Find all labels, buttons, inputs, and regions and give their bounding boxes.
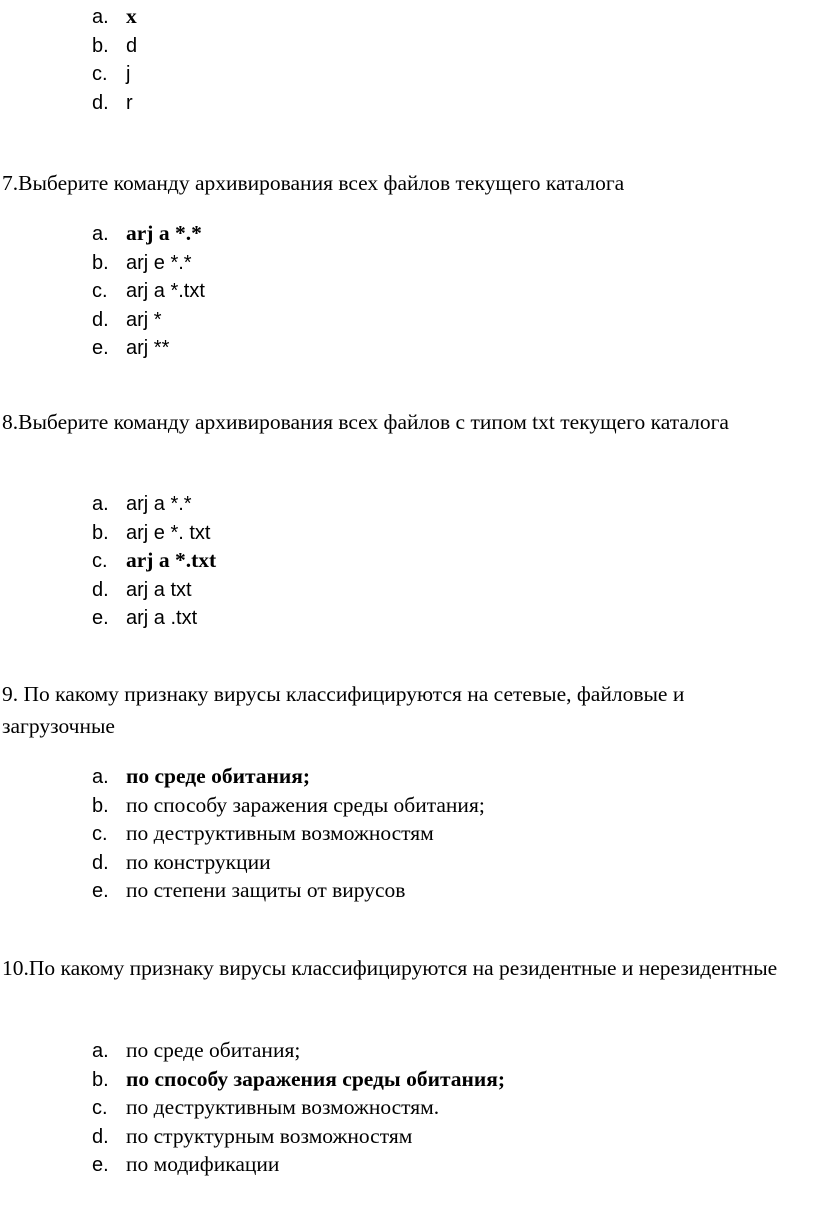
option-letter: a. xyxy=(92,6,109,28)
q9-options xyxy=(92,762,485,905)
q10-option-c xyxy=(92,1093,505,1122)
option-letter: d. xyxy=(92,1125,109,1148)
q9-option-a xyxy=(92,762,485,791)
q10-options xyxy=(92,1036,505,1179)
option-letter: a. xyxy=(92,223,109,245)
option-letter: b. xyxy=(92,1068,109,1091)
q7-option-e xyxy=(92,333,205,362)
option-text: arj ** xyxy=(126,337,170,359)
option-text: по структурным возможностям xyxy=(126,1123,413,1148)
option-text: arj e *. txt xyxy=(126,521,211,544)
option-letter: e. xyxy=(92,337,109,359)
q7-option-b xyxy=(92,248,205,277)
option-letter: c. xyxy=(92,823,108,845)
option-letter: d. xyxy=(92,308,109,331)
q9-option-b xyxy=(92,791,485,820)
option-letter: e. xyxy=(92,1154,109,1176)
option-text: arj e *.* xyxy=(126,251,192,274)
q10-option-b xyxy=(92,1065,505,1094)
option-letter: d. xyxy=(92,578,109,601)
option-letter: e. xyxy=(92,607,109,629)
q9-option-d xyxy=(92,848,485,877)
q8-option-e xyxy=(92,603,216,632)
option-text: по среде обитания; xyxy=(126,764,311,788)
option-text: arj a txt xyxy=(126,578,192,601)
option-text: по конструкции xyxy=(126,849,271,874)
q8-options xyxy=(92,489,216,632)
q7-options xyxy=(92,219,205,362)
option-letter: d. xyxy=(92,91,109,114)
option-text: j xyxy=(126,63,131,85)
option-letter: c. xyxy=(92,1097,108,1119)
q8-option-a xyxy=(92,489,216,518)
option-letter: c. xyxy=(92,550,108,572)
option-text: по деструктивным возможностям xyxy=(126,821,434,845)
option-letter: a. xyxy=(92,766,109,788)
option-text: r xyxy=(126,91,133,114)
q10-option-d xyxy=(92,1122,505,1151)
option-text: arj * xyxy=(126,308,162,331)
q6-option-c xyxy=(92,59,137,88)
q10-question: 10.По какому признаку вирусы классифицируются на резидентные и нерезидентные xyxy=(2,956,778,980)
q10-option-e xyxy=(92,1150,505,1179)
option-letter: c. xyxy=(92,63,108,85)
q9-option-c xyxy=(92,819,485,848)
option-letter: a. xyxy=(92,493,109,515)
option-letter: a. xyxy=(92,1040,109,1062)
option-letter: d. xyxy=(92,851,109,874)
q9-option-e xyxy=(92,876,485,905)
q7-option-d xyxy=(92,305,205,334)
option-text: d xyxy=(126,34,138,57)
q6-options xyxy=(92,2,137,116)
option-text: arj a *.txt xyxy=(126,280,205,302)
q6-option-b xyxy=(92,31,137,60)
q9-question: 9. По какому признаку вирусы классифицируются на сетевые, файловые и загрузочные xyxy=(2,682,685,738)
option-text: по способу заражения среды обитания; xyxy=(126,1066,506,1091)
option-text: arj a .txt xyxy=(126,607,198,629)
option-letter: c. xyxy=(92,280,108,302)
option-text: arj a *.txt xyxy=(126,548,217,572)
q8-option-b xyxy=(92,518,216,547)
q7-option-a xyxy=(92,219,205,248)
q7-option-c xyxy=(92,276,205,305)
option-text: x xyxy=(126,4,137,28)
option-text: arj a *.* xyxy=(126,493,192,515)
q8-question: 8.Выберите команду архивирования всех файлов с типом txt текущего каталога xyxy=(2,410,729,434)
option-letter: e. xyxy=(92,880,109,902)
option-text: по способу заражения среды обитания; xyxy=(126,792,485,817)
option-text: по деструктивным возможностям. xyxy=(126,1095,440,1119)
q6-option-a xyxy=(92,2,137,31)
option-letter: b. xyxy=(92,521,109,544)
option-text: по модификации xyxy=(126,1152,280,1176)
option-letter: b. xyxy=(92,34,109,57)
q7-question: 7.Выберите команду архивирования всех файлов текущего каталога xyxy=(2,171,625,195)
option-text: по степени защиты от вирусов xyxy=(126,878,406,902)
option-text: arj a *.* xyxy=(126,221,202,245)
q8-option-d xyxy=(92,575,216,604)
q10-option-a xyxy=(92,1036,505,1065)
q6-option-d xyxy=(92,88,137,117)
q8-option-c xyxy=(92,546,216,575)
option-letter: b. xyxy=(92,251,109,274)
option-text: по среде обитания; xyxy=(126,1038,301,1062)
option-letter: b. xyxy=(92,794,109,817)
